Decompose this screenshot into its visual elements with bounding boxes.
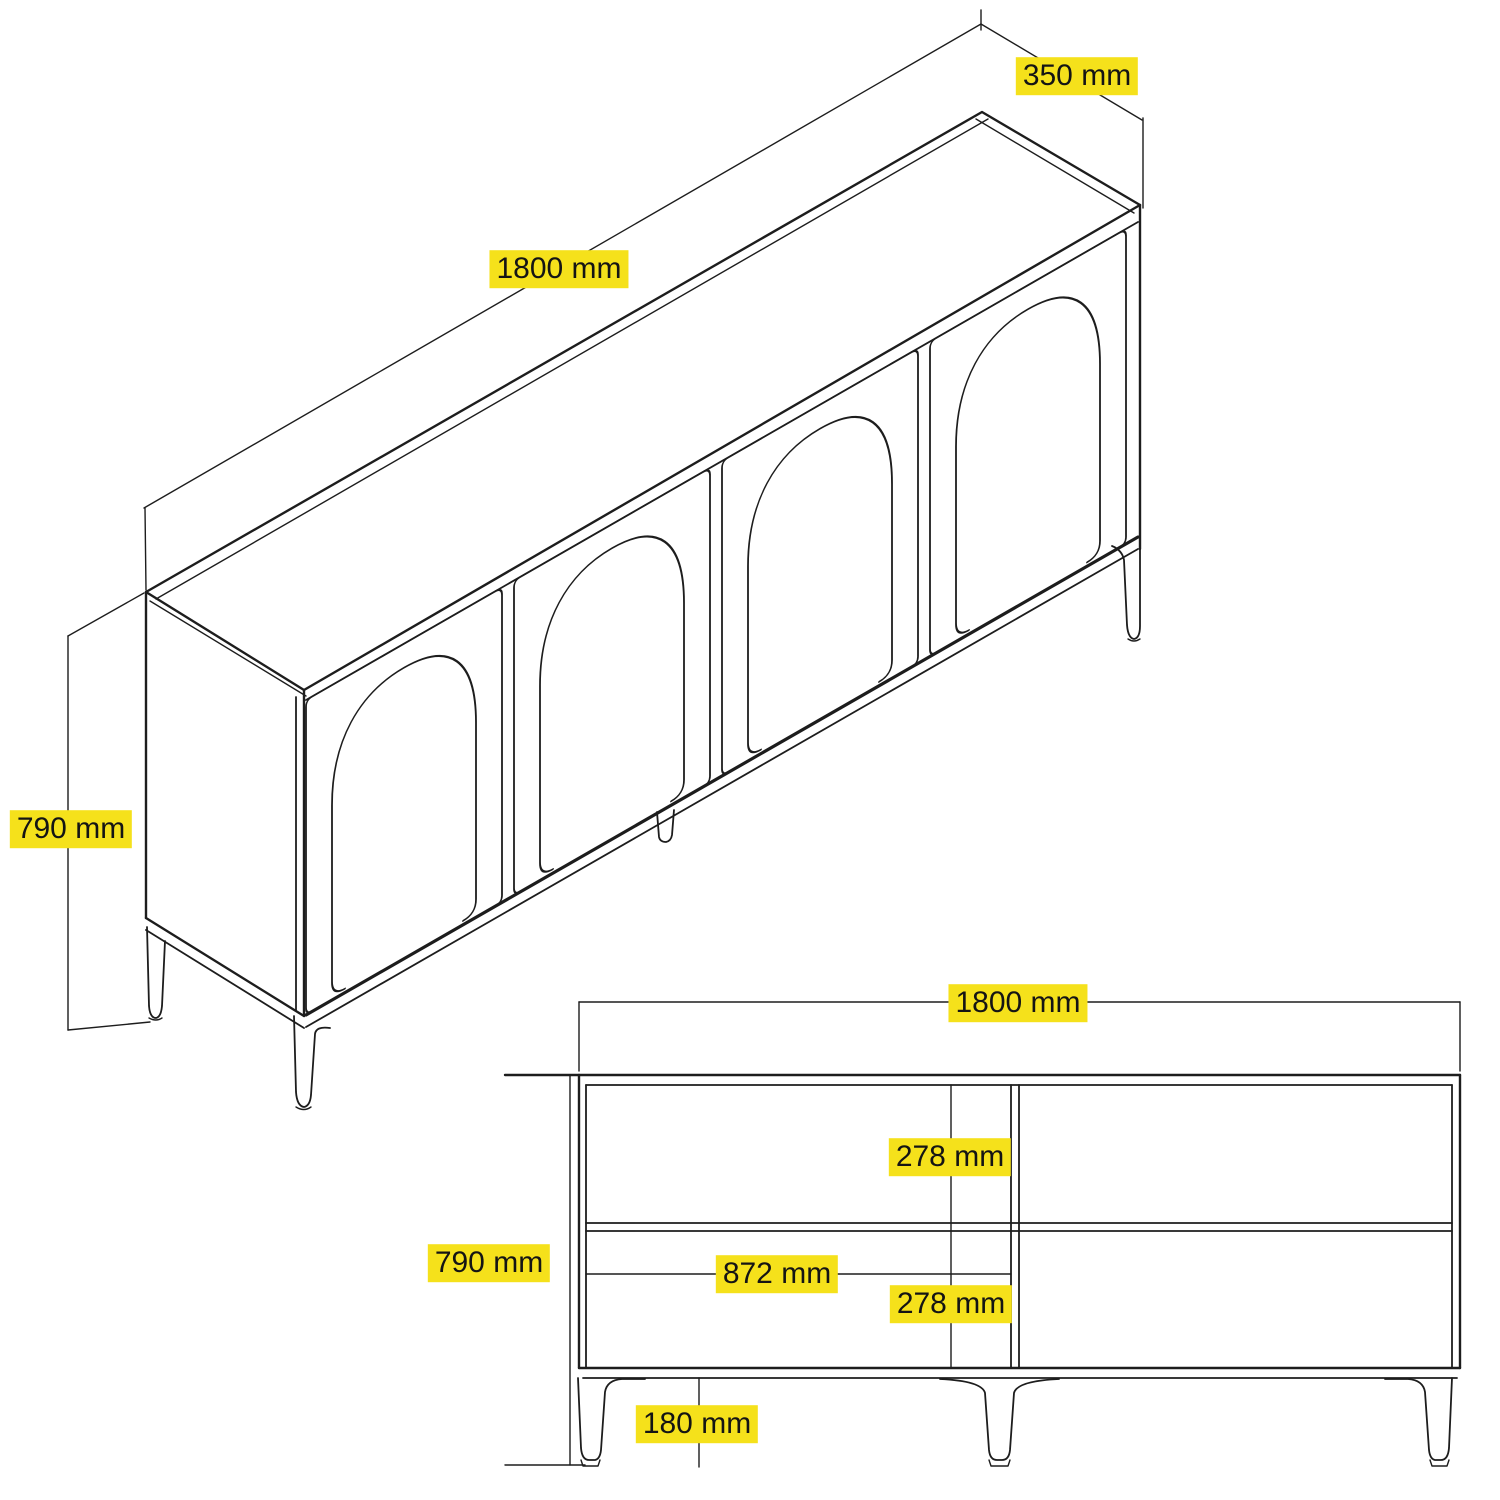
iso-top-rim-back [156, 119, 988, 599]
front-middle-leg [940, 1379, 1059, 1460]
iso-top-face [146, 112, 1140, 690]
front-left-compartment-width-label: 872 mm [716, 1255, 838, 1293]
iso-height-label: 790 mm [10, 810, 132, 848]
iso-width-dim-tick [145, 508, 146, 590]
iso-width-label: 1800 mm [489, 250, 628, 288]
iso-dimension-lines [68, 10, 1143, 1030]
iso-top-rim-right [976, 119, 1134, 213]
door-panel-2 [514, 468, 710, 896]
front-elevation-view [505, 1002, 1460, 1467]
door-panel-3 [722, 348, 918, 776]
iso-left-face-bottom [146, 918, 304, 1016]
front-leg-height-label: 180 mm [636, 1405, 758, 1443]
iso-top-slab-edge-left [150, 601, 306, 696]
door-panel-1 [306, 587, 502, 1015]
isometric-view [68, 10, 1143, 1110]
iso-depth-label: 350 mm [1016, 57, 1138, 95]
front-bottom-compartment-label: 278 mm [890, 1285, 1012, 1323]
front-top-compartment-label: 278 mm [889, 1138, 1011, 1176]
iso-height-dim-tick-bottom [68, 1022, 150, 1030]
front-right-leg [1385, 1378, 1452, 1460]
front-width-label: 1800 mm [948, 984, 1087, 1022]
door-panel-4 [930, 229, 1126, 657]
iso-front-left-leg [294, 1016, 330, 1107]
iso-front-right-leg [1112, 546, 1140, 639]
iso-left-rail-bottom [146, 930, 304, 1028]
front-dimension-lines [505, 1002, 1460, 1467]
iso-middle-leg [657, 810, 674, 842]
front-height-label: 790 mm [428, 1244, 550, 1282]
iso-height-dim-tick-top [68, 593, 144, 636]
